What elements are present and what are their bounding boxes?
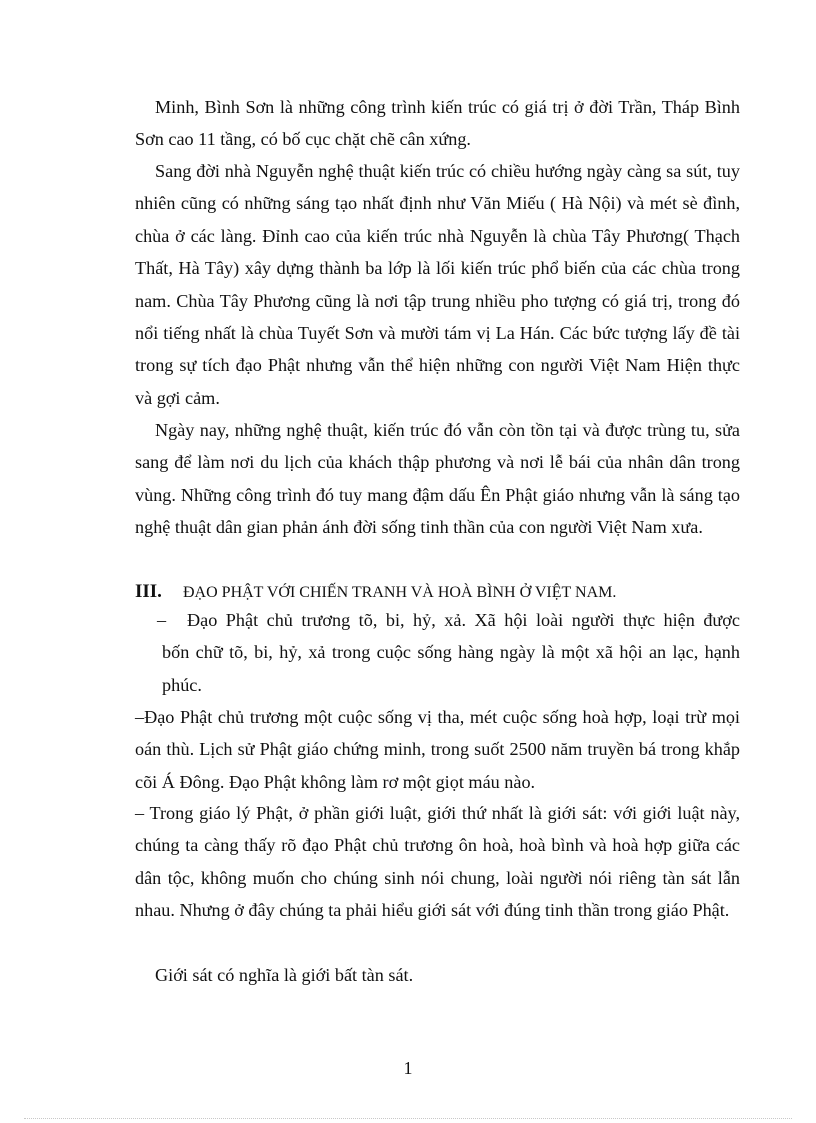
paragraph-altruism: –Đạo Phật chủ trương một cuộc sống vị tha, mét cuộc sống hoà hợp, loại trừ mọi oán thù. Lịch sử Phật giáo chứng minh, trong suốt 2500 năm truyền bá trong khắp cõi Á Đông. Đạo Phật không làm rơ một giọt máu nào. (135, 707, 740, 792)
bullet-dash: – (157, 610, 167, 630)
paragraph-architecture-tran: Minh, Bình Sơn là những công trình kiến trúc có giá trị ở đời Trần, Tháp Bình Sơn cao 11 tầng, có bố cục chặt chẽ cân xứng. (135, 97, 740, 150)
page-number: 1 (403, 1058, 413, 1078)
paragraph-architecture-nguyen: Sang đời nhà Nguyễn nghệ thuật kiến trúc có chiều hướng ngày càng sa sút, tuy nhiên cũng có những sáng tạo nhất định như Văn Miếu ( Hà Nội) và mét sè đình, chùa ở các làng. Đỉnh cao của kiến trúc nhà Nguyễn là chùa Tây Phương( Thạch Thất, Hà Tây) xây dựng thành ba lớp là lối kiến trúc phổ biến của các chùa trong nam. Chùa Tây Phương cũng là nơi tập trung nhiều pho tượng có giá trị, trong đó nổi tiếng nhất là chùa Tuyết Sơn và mười tám vị La Hán. Các bức tượng lấy đề tài trong sự tích đạo Phật nhưng vẫn thể hiện những con người Việt Nam Hiện thực và gợi cảm. (135, 161, 740, 408)
bullet-continuation: bốn chữ tõ, bi, hỷ, xả trong cuộc sống hàng ngày là một xã hội an lạc, hạnh phúc. (162, 642, 740, 695)
bullet-item-compassion (135, 604, 740, 701)
bullet-first-line: Đạo Phật chủ trương tõ, bi, hỷ, xả. Xã hội loài người thực hiện được (187, 610, 740, 630)
section-title: ĐẠO PHẬT VỚI CHIẾN TRANH VÀ HOÀ BÌNH Ở VIỆT NAM. (183, 584, 617, 601)
page-bottom-divider (24, 1118, 792, 1119)
paragraph-precepts: – Trong giáo lý Phật, ở phần giới luật, giới thứ nhất là giới sát: với giới luật này, chúng ta càng thấy rõ đạo Phật chủ trương ôn hoà, hoà bình và hoà hợp giữa các dân tộc, không muốn cho chúng sinh nói chung, loài người nói riêng tàn sát lẫn nhau. Nhưng ở đây chúng ta phải hiểu giới sát với đúng tinh thần trong giáo Phật. (135, 803, 740, 921)
paragraph-architecture-today: Ngày nay, những nghệ thuật, kiến trúc đó vẫn còn tồn tại và được trùng tu, sửa sang để làm nơi du lịch của khách thập phương và nơi lễ bái của nhân dân trong vùng. Những công trình đó tuy mang đậm dấu Ên Phật giáo nhưng vẫn là sáng tạo nghệ thuật dân gian phản ánh đời sống tinh thần của con người Việt Nam xưa. (135, 420, 740, 538)
paragraph-no-killing: Giới sát có nghĩa là giới bất tàn sát. (155, 965, 414, 985)
section-number: III. (135, 581, 162, 602)
